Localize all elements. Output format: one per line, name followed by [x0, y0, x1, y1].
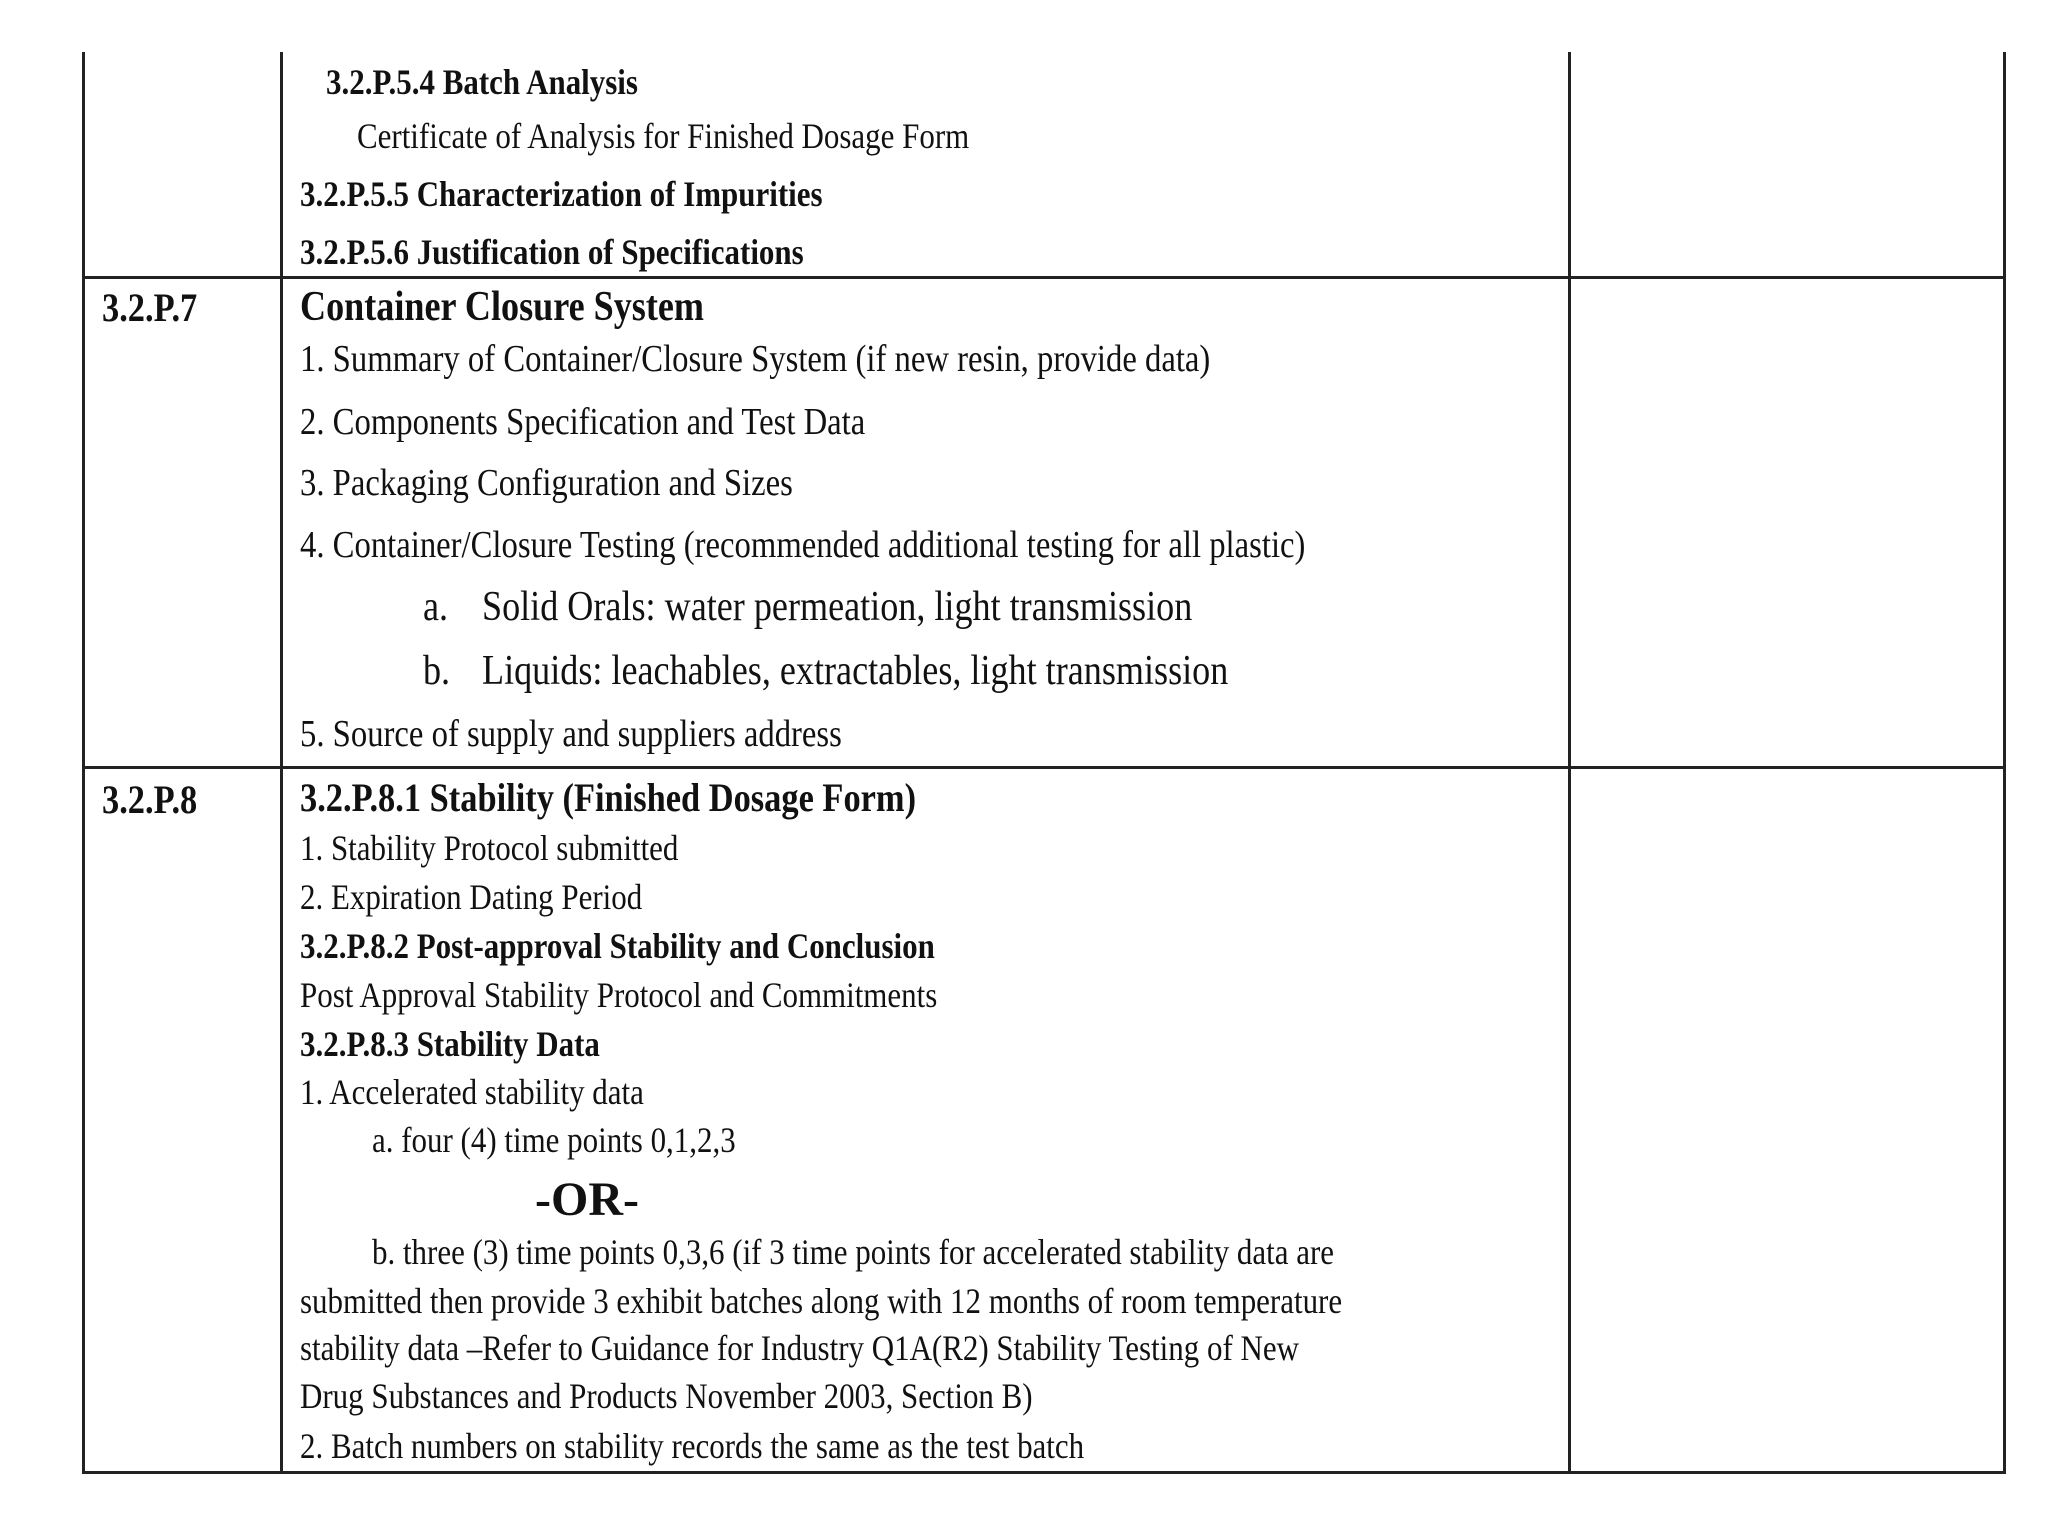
section-heading: 3.2.P.8.2 Post-approval Stability and Conclusion — [300, 926, 935, 966]
list-item: 1. Stability Protocol submitted — [300, 828, 679, 868]
list-item: 1. Accelerated stability data — [300, 1072, 644, 1112]
section-title: Container Closure System — [300, 284, 705, 330]
sub-item-text: b. three (3) time points 0,3,6 (if 3 time points for accelerated stability data are — [372, 1232, 1335, 1272]
section-heading: 3.2.P.5.5 Characterization of Impurities — [300, 174, 823, 214]
sub-item-text: Liquids: leachables, extractables, light transmission — [482, 648, 1229, 694]
table-column-divider-1 — [280, 52, 283, 1474]
section-text: Post Approval Stability Protocol and Commitments — [300, 975, 938, 1015]
section-code: 3.2.P.8 — [102, 777, 198, 822]
section-heading: 3.2.P.8.3 Stability Data — [300, 1024, 600, 1064]
table-column-divider-2 — [1568, 52, 1571, 1474]
list-item: 2. Components Specification and Test Data — [300, 401, 866, 443]
section-heading: 3.2.P.8.1 Stability (Finished Dosage Form) — [300, 775, 917, 820]
row-divider-1 — [82, 276, 2006, 279]
row-divider-2 — [82, 766, 2006, 769]
table-bottom-border — [82, 1471, 2006, 1474]
section-code: 3.2.P.7 — [102, 285, 198, 330]
table-right-border — [2003, 52, 2006, 1474]
sub-item-text: submitted then provide 3 exhibit batches along with 12 months of room temperature — [300, 1281, 1343, 1321]
list-item: 2. Expiration Dating Period — [300, 877, 643, 917]
list-item: 3. Packaging Configuration and Sizes — [300, 462, 793, 504]
list-item: 4. Container/Closure Testing (recommended additional testing for all plastic) — [300, 524, 1306, 566]
table-left-border — [82, 52, 85, 1474]
sub-item-marker: a. — [423, 584, 449, 630]
section-heading: 3.2.P.5.4 Batch Analysis — [326, 62, 638, 102]
sub-item-marker: b. — [423, 648, 451, 694]
section-heading: 3.2.P.5.6 Justification of Specifications — [300, 232, 804, 272]
sub-item-text: Drug Substances and Products November 2003, Section B) — [300, 1376, 1033, 1416]
section-text: Certificate of Analysis for Finished Dosage Form — [357, 116, 970, 156]
list-item: 5. Source of supply and suppliers address — [300, 713, 842, 755]
sub-item-text: stability data –Refer to Guidance for Industry Q1A(R2) Stability Testing of New — [300, 1328, 1299, 1368]
sub-item-text: a. four (4) time points 0,1,2,3 — [372, 1120, 736, 1160]
or-separator: -OR- — [535, 1173, 639, 1226]
list-item: 1. Summary of Container/Closure System (if new resin, provide data) — [300, 338, 1211, 380]
sub-item-text: Solid Orals: water permeation, light transmission — [482, 584, 1193, 630]
list-item: 2. Batch numbers on stability records the same as the test batch — [300, 1426, 1085, 1466]
